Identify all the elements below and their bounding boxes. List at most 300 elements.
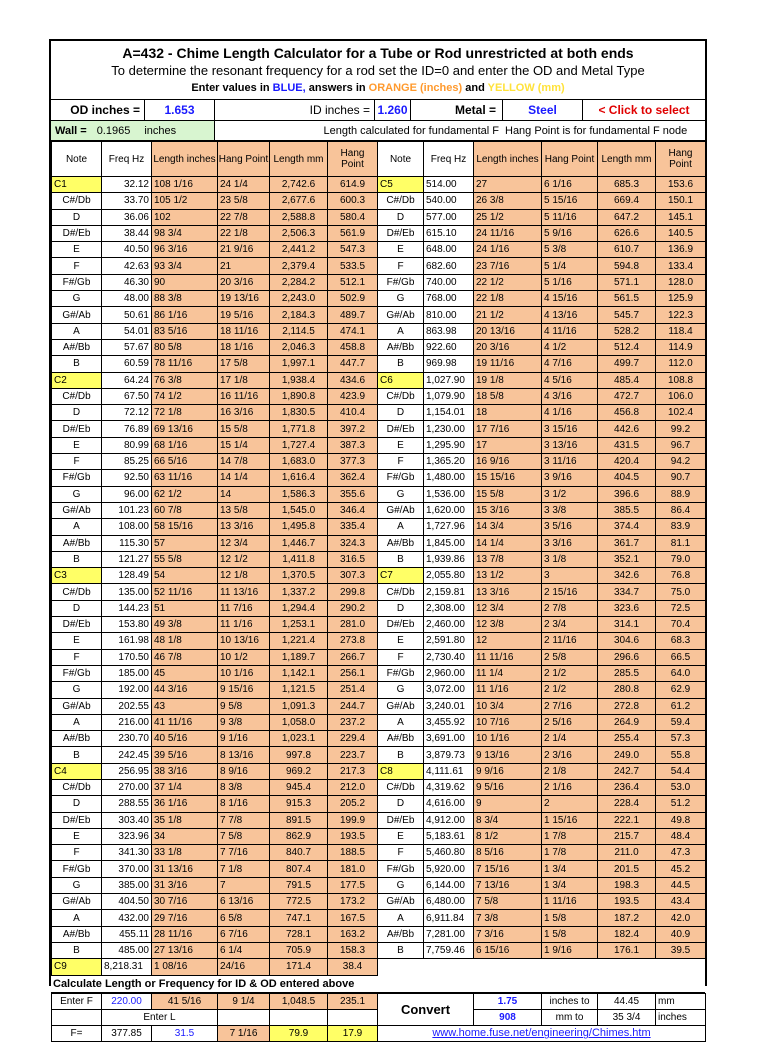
cell-length-in: 33 1/8 [152,845,218,861]
cell-hang-mm: 76.8 [656,568,706,584]
table-row [52,519,706,535]
l-hang-mm: 17.9 [328,1026,378,1042]
cell-length-in: 7 15/16 [474,861,542,877]
cell-note: C#/Db [52,584,102,600]
cell-length-mm: 187.2 [598,910,656,926]
cell-length-in: 68 1/16 [152,437,218,453]
cell-length-mm: 594.8 [598,258,656,274]
cell-note: C#/Db [52,779,102,795]
cell-note: C2 [52,372,102,388]
cell-note: D#/Eb [378,812,424,828]
cell-length-mm: 2,114.5 [270,323,328,339]
cell-note: A [52,714,102,730]
cell-freq: 404.50 [102,894,152,910]
cell-hang-in: 12 1/8 [218,568,270,584]
cell-note: C4 [52,763,102,779]
cell-hang-in: 4 1/2 [542,339,598,355]
l-hang-in: 7 1/16 [218,1026,270,1042]
cell-freq: 540.00 [424,193,474,209]
cell-length-mm: 772.5 [270,894,328,910]
cell-note: A [378,910,424,926]
cell-hang-mm: 256.1 [328,665,378,681]
cell-hang-mm: 38.4 [328,959,378,975]
cell-length-in: 39 5/16 [152,747,218,763]
cell-note: D#/Eb [52,617,102,633]
cell-freq: 8,218.31 [102,959,152,975]
cell-hang-in: 3 11/16 [542,454,598,470]
metal-select[interactable]: Steel [503,100,583,120]
cell-hang-mm: 212.0 [328,779,378,795]
cell-length-in: 17 7/16 [474,421,542,437]
cell-hang-mm: 561.9 [328,225,378,241]
cell-note: E [378,437,424,453]
cell-hang-in: 1 5/8 [542,910,598,926]
chime-table [51,141,706,976]
col-length-in: Length inches [152,142,218,177]
cell-length-in: 72 1/8 [152,405,218,421]
cell-freq: 38.44 [102,225,152,241]
cell-hang-in: 1 7/8 [542,845,598,861]
enter-l-input[interactable]: 31.5 [152,1026,218,1042]
cell-length-in: 15 5/8 [474,486,542,502]
cell-note: A#/Bb [52,339,102,355]
cell-hang-mm: 199.9 [328,812,378,828]
cell-hang-in: 2 [542,796,598,812]
table-row [52,812,706,828]
cell-hang-mm: 547.3 [328,242,378,258]
empty-cell [218,1009,270,1025]
cell-freq: 5,920.00 [424,861,474,877]
cell-length-in: 74 1/2 [152,388,218,404]
cell-hang-mm: 90.7 [656,470,706,486]
cell-freq: 7,759.46 [424,942,474,958]
cell-freq: 6,144.00 [424,877,474,893]
cell-length-in: 49 3/8 [152,617,218,633]
cell-freq: 863.98 [424,323,474,339]
col-note-r: Note [378,142,424,177]
table-row [52,584,706,600]
cell-hang-in: 1 5/8 [542,926,598,942]
cell-note: F#/Gb [52,861,102,877]
cell-length-mm: 499.7 [598,356,656,372]
cell-freq: 5,460.80 [424,845,474,861]
cell-length-in: 102 [152,209,218,225]
cell-freq: 2,159.81 [424,584,474,600]
cell-length-in: 7 3/8 [474,910,542,926]
instr-orange: ORANGE (inches) [368,82,463,94]
col-hang-mm: Hang Point [328,142,378,177]
cell-length-in: 80 5/8 [152,339,218,355]
cell-note: C1 [52,177,102,193]
f-length-in: 41 5/16 [152,993,218,1009]
cell-hang-mm: 88.9 [656,486,706,502]
cell-length-in: 28 11/16 [152,926,218,942]
table-row [52,698,706,714]
cell-length-mm: 2,588.8 [270,209,328,225]
cell-length-in: 7 13/16 [474,877,542,893]
cell-length-in: 26 3/8 [474,193,542,209]
cell-hang-mm: 79.0 [656,551,706,567]
wall-row [51,121,705,141]
cell-length-in: 66 5/16 [152,454,218,470]
f-result: 377.85 [102,1026,152,1042]
cell-freq: 108.00 [102,519,152,535]
cell-freq: 1,480.00 [424,470,474,486]
cell-length-in: 29 7/16 [152,910,218,926]
cell-hang-mm: 114.9 [656,339,706,355]
cell-hang-in: 2 1/2 [542,682,598,698]
cell-length-mm: 352.1 [598,551,656,567]
cell-length-mm: 472.7 [598,388,656,404]
table-row [52,225,706,241]
cell-hang-in: 17 5/8 [218,356,270,372]
table-row [52,682,706,698]
cell-freq: 1,230.00 [424,421,474,437]
cell-freq: 216.00 [102,714,152,730]
cell-note: D [378,209,424,225]
cell-hang-mm: 434.6 [328,372,378,388]
cell-length-mm: 1,121.5 [270,682,328,698]
cell-hang-mm: 299.8 [328,584,378,600]
cell-hang-mm: 102.4 [656,405,706,421]
cell-hang-mm: 580.4 [328,209,378,225]
cell-freq: 60.59 [102,356,152,372]
cell-freq: 64.24 [102,372,152,388]
cell-hang-mm: 108.8 [656,372,706,388]
cell-hang-in: 2 5/16 [542,714,598,730]
cell-freq: 2,055.80 [424,568,474,584]
cell-length-in: 60 7/8 [152,502,218,518]
cell-length-in: 52 11/16 [152,584,218,600]
wall-value: 0.1965 [96,124,131,137]
cell-hang-mm: 62.9 [656,682,706,698]
cell-hang-in: 4 13/16 [542,307,598,323]
cell-length-in: 13 3/16 [474,584,542,600]
cell-hang-mm: 273.8 [328,633,378,649]
cell-note: G#/Ab [52,307,102,323]
cell-freq: 1,727.96 [424,519,474,535]
cell-freq: 4,319.62 [424,779,474,795]
empty-cell [328,1009,378,1025]
cell-length-in: 18 [474,405,542,421]
cell-length-mm: 1,771.8 [270,421,328,437]
cell-freq: 1,295.90 [424,437,474,453]
cell-hang-mm: 99.2 [656,421,706,437]
cell-hang-in: 4 15/16 [542,291,598,307]
cell-note: B [378,356,424,372]
cell-hang-in: 16 3/16 [218,405,270,421]
cell-note: F [378,845,424,861]
cell-length-mm: 2,742.6 [270,177,328,193]
cell-length-mm: 891.5 [270,812,328,828]
od-input[interactable]: 1.653 [145,100,215,120]
cell-length-mm: 1,058.0 [270,714,328,730]
cell-hang-in: 2 1/16 [542,779,598,795]
cell-note: D#/Eb [378,617,424,633]
cell-note: A [52,519,102,535]
cell-freq: 810.00 [424,307,474,323]
cell-hang-mm: 502.9 [328,291,378,307]
cell-hang-mm: 512.1 [328,274,378,290]
cell-hang-mm: 61.2 [656,698,706,714]
cell-length-mm: 545.7 [598,307,656,323]
cell-hang-mm: 410.4 [328,405,378,421]
cell-freq: 768.00 [424,291,474,307]
cell-hang-mm: 51.2 [656,796,706,812]
wall-unit: inches [144,124,177,137]
cell-note: D [378,796,424,812]
cell-length-in: 57 [152,535,218,551]
cell-freq: 4,912.00 [424,812,474,828]
cell-freq: 121.27 [102,551,152,567]
cell-length-in: 13 7/8 [474,551,542,567]
cell-length-mm: 242.7 [598,763,656,779]
cell-length-mm: 1,586.3 [270,486,328,502]
cell-hang-in: 21 9/16 [218,242,270,258]
cell-freq: 514.00 [424,177,474,193]
cell-note: D [378,600,424,616]
cell-length-in: 36 1/16 [152,796,218,812]
cell-length-in: 11 11/16 [474,649,542,665]
cell-note: F [52,258,102,274]
instr-yellow: YELLOW (mm) [487,82,565,94]
cell-freq: 36.06 [102,209,152,225]
cell-hang-mm: 377.3 [328,454,378,470]
cell-hang-mm: 49.8 [656,812,706,828]
cell-length-in: 46 7/8 [152,649,218,665]
cell-length-mm: 2,184.3 [270,307,328,323]
cell-length-mm: 211.0 [598,845,656,861]
cell-hang-in: 1 9/16 [542,942,598,958]
cell-freq: 2,460.00 [424,617,474,633]
cell-hang-mm: 362.4 [328,470,378,486]
cell-hang-in: 4 7/16 [542,356,598,372]
cell-hang-in: 19 13/16 [218,291,270,307]
cell-length-mm: 1,938.4 [270,372,328,388]
table-row [52,665,706,681]
cell-freq: 46.30 [102,274,152,290]
table-row [52,763,706,779]
cell-hang-in: 18 1/16 [218,339,270,355]
table-row [52,894,706,910]
col-length-mm-r: Length mm [598,142,656,177]
cell-freq: 385.00 [102,877,152,893]
table-row [52,942,706,958]
id-input[interactable]: 1.260 [375,100,411,120]
cell-hang-in: 11 7/16 [218,600,270,616]
cell-note: C#/Db [52,193,102,209]
cell-freq: 969.98 [424,356,474,372]
cell-hang-mm: 122.3 [656,307,706,323]
cell-hang-mm: 335.4 [328,519,378,535]
cell-hang-mm: 55.8 [656,747,706,763]
cell-hang-mm: 324.3 [328,535,378,551]
cell-length-in: 78 11/16 [152,356,218,372]
col-length-in-r: Length inches [474,142,542,177]
cell-hang-mm: 397.2 [328,421,378,437]
cell-note: G#/Ab [52,698,102,714]
cell-length-mm: 2,506.3 [270,225,328,241]
cell-hang-in: 6 5/8 [218,910,270,926]
cell-hang-in: 8 13/16 [218,747,270,763]
cell-hang-in: 4 5/16 [542,372,598,388]
cell-length-in: 19 1/8 [474,372,542,388]
cell-length-in: 9 5/16 [474,779,542,795]
cell-hang-in: 24/16 [218,959,270,975]
cell-freq: 3,072.00 [424,682,474,698]
cell-note: A [378,519,424,535]
cell-hang-in: 3 3/8 [542,502,598,518]
cell-hang-mm: 237.2 [328,714,378,730]
cell-note: G [378,682,424,698]
cell-note: D#/Eb [52,421,102,437]
cell-freq: 1,939.86 [424,551,474,567]
metal-label: Metal = [411,100,503,120]
cell-length-in: 83 5/16 [152,323,218,339]
cell-note: E [52,633,102,649]
cell-freq: 76.89 [102,421,152,437]
table-row [52,470,706,486]
cell-hang-mm: 40.9 [656,926,706,942]
instr-mid: answers in [308,82,366,94]
cell-hang-in: 1 3/4 [542,877,598,893]
table-row [52,926,706,942]
table-row [52,454,706,470]
cell-note: G [52,877,102,893]
convert-mm-input[interactable]: 908 [474,1009,542,1025]
cell-length-in: 58 15/16 [152,519,218,535]
cell-freq: 432.00 [102,910,152,926]
cell-note: C#/Db [52,388,102,404]
cell-hang-mm: 68.3 [656,633,706,649]
cell-hang-mm: 75.0 [656,584,706,600]
cell-note: D#/Eb [378,421,424,437]
od-label: OD inches = [51,100,145,120]
cell-length-mm: 1,495.8 [270,519,328,535]
cell-length-in: 22 1/2 [474,274,542,290]
cell-length-mm: 420.4 [598,454,656,470]
cell-length-in: 40 5/16 [152,731,218,747]
cell-hang-in: 6 13/16 [218,894,270,910]
cell-length-mm: 2,379.4 [270,258,328,274]
cell-length-in: 31 3/16 [152,877,218,893]
f-equals-label: F= [52,1026,102,1042]
table-row [52,796,706,812]
website-link[interactable]: www.home.fuse.net/engineering/Chimes.htm [378,1026,706,1042]
table-row [52,258,706,274]
cell-hang-mm: 281.0 [328,617,378,633]
metal-select-hint[interactable]: < Click to select [598,103,690,117]
cell-length-mm: 747.1 [270,910,328,926]
table-row [52,910,706,926]
cell-length-mm: 442.6 [598,421,656,437]
cell-length-mm: 304.6 [598,633,656,649]
cell-freq: 485.00 [102,942,152,958]
cell-length-mm: 1,337.2 [270,584,328,600]
table-row [52,828,706,844]
cell-length-mm: 528.2 [598,323,656,339]
cell-length-in: 1 08/16 [152,959,218,975]
cell-length-in: 48 1/8 [152,633,218,649]
cell-hang-mm: 447.7 [328,356,378,372]
cell-hang-mm: 42.0 [656,910,706,926]
cell-length-mm: 571.1 [598,274,656,290]
table-row [52,649,706,665]
cell-freq: 48.00 [102,291,152,307]
cell-freq: 144.23 [102,600,152,616]
cell-freq: 2,730.40 [424,649,474,665]
cell-hang-mm: 474.1 [328,323,378,339]
cell-note: G#/Ab [378,698,424,714]
cell-length-mm: 171.4 [270,959,328,975]
cell-hang-in: 4 11/16 [542,323,598,339]
cell-length-mm: 334.7 [598,584,656,600]
cell-hang-mm: 112.0 [656,356,706,372]
cell-hang-mm: 489.7 [328,307,378,323]
cell-hang-in: 21 [218,258,270,274]
cell-length-in: 12 3/8 [474,617,542,633]
cell-note: G#/Ab [378,502,424,518]
cell-note: G [378,291,424,307]
convert-inches-input[interactable]: 1.75 [474,993,542,1009]
cell-length-in: 14 1/4 [474,535,542,551]
cell-hang-in: 6 1/16 [542,177,598,193]
enter-f-input[interactable]: 220.00 [102,993,152,1009]
cell-hang-in: 24 1/4 [218,177,270,193]
cell-freq: 682.60 [424,258,474,274]
cell-freq: 161.98 [102,633,152,649]
col-hang-mm-r: Hang Point [656,142,706,177]
cell-hang-in: 18 11/16 [218,323,270,339]
cell-hang-in: 9 15/16 [218,682,270,698]
cell-hang-mm: 125.9 [656,291,706,307]
cell-hang-in: 2 1/4 [542,731,598,747]
cell-length-mm: 862.9 [270,828,328,844]
id-label: ID inches = [215,100,375,120]
f-hang-in: 9 1/4 [218,993,270,1009]
cell-hang-mm: 290.2 [328,600,378,616]
cell-hang-in: 2 5/8 [542,649,598,665]
empty-cell [270,1009,328,1025]
convert-label: Convert [378,993,474,1026]
cell-hang-in: 7 1/8 [218,861,270,877]
cell-length-in: 105 1/2 [152,193,218,209]
cell-hang-mm: 173.2 [328,894,378,910]
cell-hang-mm: 600.3 [328,193,378,209]
cell-hang-in: 11 1/16 [218,617,270,633]
cell-note: D#/Eb [52,812,102,828]
cell-note: G#/Ab [378,307,424,323]
cell-note: A#/Bb [378,926,424,942]
cell-freq: 270.00 [102,779,152,795]
cell-note: A#/Bb [378,339,424,355]
calc-row-result [52,1026,706,1042]
cell-length-in: 31 13/16 [152,861,218,877]
cell-hang-in: 20 3/16 [218,274,270,290]
cell-hang-in: 13 5/8 [218,502,270,518]
table-row [52,714,706,730]
cell-note: D#/Eb [378,225,424,241]
cell-length-mm: 1,997.1 [270,356,328,372]
cell-length-in: 10 7/16 [474,714,542,730]
cell-hang-in: 2 3/4 [542,617,598,633]
cell-hang-in: 2 3/16 [542,747,598,763]
cell-freq: 370.00 [102,861,152,877]
cell-length-in: 54 [152,568,218,584]
cell-hang-in: 22 7/8 [218,209,270,225]
cell-length-in: 11 1/16 [474,682,542,698]
cell-hang-mm: 217.3 [328,763,378,779]
